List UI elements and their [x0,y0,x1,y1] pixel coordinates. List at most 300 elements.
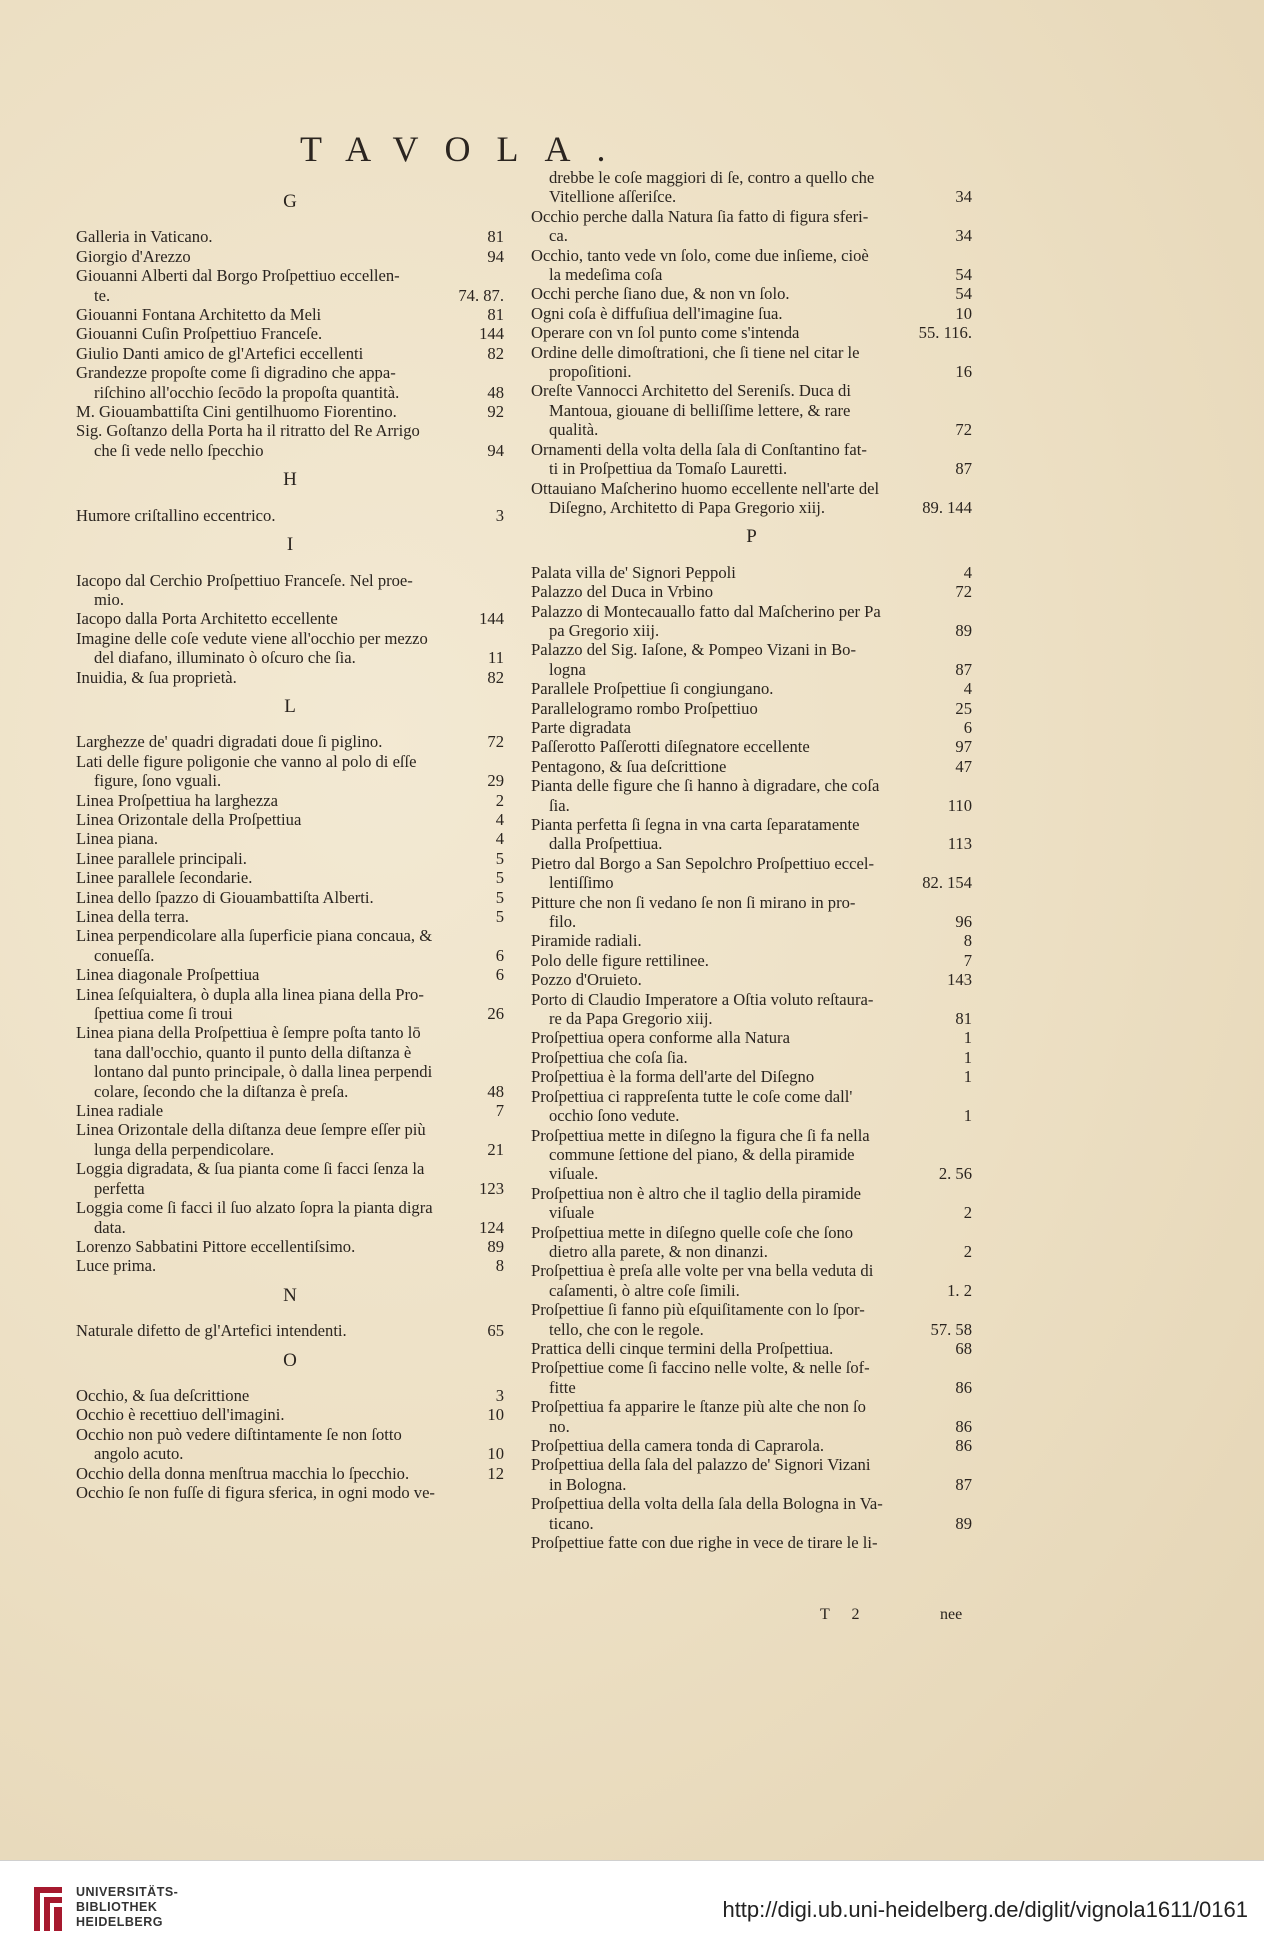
page-reference: 8 [963,931,972,951]
index-entry [76,629,504,648]
entry-text: Proſpettiue ſi fanno più eſquiſitamente con lo ſpor- [531,1300,865,1320]
index-entry [531,854,972,873]
library-name [76,1885,178,1930]
entry-text: Giouanni Alberti dal Borgo Proſpettiuo eccellen- [76,266,400,286]
entry-text: Proſpettiue come ſi faccino nelle volte, & nelle ſof- [531,1358,870,1378]
page-reference: 16 [955,362,972,382]
index-entry-continuation [76,1444,504,1463]
entry-text: ticano. [549,1513,594,1533]
entry-text: Linea Orizontale della Proſpettiua [76,809,302,829]
index-entry [76,849,504,868]
page-reference: 48 [487,1081,504,1101]
entry-text: figure, ſono vguali. [94,771,222,791]
section-letter: P [746,526,757,548]
entry-text: Proſpettiua è la forma dell'arte del Diſegno [531,1067,815,1087]
page-reference: 57. 58 [930,1319,972,1339]
index-entry [531,304,972,323]
index-entry [531,381,972,400]
entry-text: Porto di Claudio Imperatore a Oſtia voluto reſtaura- [531,989,874,1009]
entry-text: Vitellione aſſeriſce. [549,187,677,207]
entry-text: Linea ſeſquialtera, ò dupla alla linea piana della Pro- [76,984,424,1004]
entry-text: Pianta perfetta ſi ſegna in vna carta ſeparatamente [531,815,860,834]
page-reference: 4 [495,809,504,829]
page-reference: 4 [963,679,972,699]
page-title: TAVOLA. [300,129,632,169]
page-reference: 96 [955,912,972,932]
entry-text: Proſpettiua che coſa ſia. [531,1047,688,1067]
entry-text: Prattica delli cinque termini della Proſpettiua. [531,1338,834,1358]
index-entry [76,1405,504,1424]
index-entry [531,343,972,362]
page-reference: 5 [495,887,504,907]
index-entry-continuation [531,1145,972,1164]
page-reference: 5 [495,907,504,926]
index-entry-continuation [531,1417,972,1436]
entry-text: Occhi perche ſiano due, & non vn ſolo. [531,284,790,304]
entry-text: Oreſte Vannocci Architetto del Sereniſs. Duca di [531,381,851,401]
index-entry-continuation [76,1062,504,1081]
index-entry [531,1397,972,1416]
index-entry [76,344,504,363]
entry-text: fitte [549,1377,576,1397]
entry-text: Piramide radiali. [531,931,642,951]
entry-text: Paſſerotto Paſſerotti diſegnatore eccellente [531,737,810,757]
entry-text: Humore criſtallino eccentrico. [76,505,276,525]
index-entry [76,363,504,382]
index-entry [531,246,972,265]
index-entry-continuation [531,1514,972,1533]
index-entry-continuation [76,1043,504,1062]
entry-text: tello, che con le regole. [549,1319,704,1339]
page-reference: 10 [487,1444,504,1464]
index-entry [531,815,972,834]
entry-text: Giorgio d'Arezzo [76,246,191,266]
entry-text: caſamenti, ò altre coſe ſimili. [549,1280,740,1300]
index-entry-continuation [531,265,972,284]
index-entry-continuation [76,1179,504,1198]
index-entry [76,247,504,266]
entry-text: occhio ſono vedute. [549,1106,680,1126]
entry-text: Linee parallele ſecondarie. [76,868,253,888]
entry-text: Proſpettiua è preſa alle volte per vna bella veduta di [531,1261,874,1281]
index-entry [76,1256,504,1275]
index-entry [531,893,972,912]
index-entry [76,1483,504,1502]
index-entry [531,990,972,1009]
page-reference: 113 [947,834,972,854]
entry-text: Proſpettiua mette in diſegno quelle coſe che ſono [531,1222,854,1242]
page-reference: 4 [495,829,504,849]
entry-text: perfetta [94,1178,145,1198]
entry-text: Sig. Goſtanzo della Porta ha il ritratto del Re Arrigo [76,421,420,441]
index-entry [531,1494,972,1513]
page-reference: 94 [487,440,504,460]
entry-text: te. [94,285,111,305]
entry-text: Imagine delle coſe vedute viene all'occhio per mezzo [76,628,428,648]
index-entry [531,207,972,226]
index-entry [531,951,972,970]
index-column-right [531,168,972,1552]
entry-text: Loggia come ſi facci il ſuo alzato ſopra la pianta digra [76,1198,433,1218]
entry-text: ſia. [549,795,570,815]
entry-text: Loggia digradata, & ſua pianta come ſi facci ſenza la [76,1159,425,1179]
index-entry [76,324,504,343]
entry-text: Grandezze propoſte come ſi digradino che appa- [76,363,396,383]
entry-text: lunga della perpendicolare. [94,1139,275,1159]
page-reference: 86 [955,1416,972,1436]
entry-text: Linea piana della Proſpettiua è ſempre poſta tanto lō [76,1023,421,1043]
entry-text: Polo delle figure rettilinee. [531,950,709,970]
index-entry-continuation [531,362,972,381]
page-reference: 47 [955,756,972,776]
library-name-line3: HEIDELBERG [76,1915,163,1929]
index-entry [531,679,972,698]
entry-text: Ornamenti della volta della ſala di Conſtantino fat- [531,439,867,459]
entry-text: Proſpettiua della camera tonda di Caprarola. [531,1436,825,1455]
index-entry-continuation [531,459,972,478]
page-reference: 124 [479,1217,504,1237]
entry-text: Ordine delle dimoſtrationi, che ſi tiene nel citar le [531,342,860,362]
entry-text: Proſpettiua mette in diſegno la figura che ſi fa nella [531,1125,870,1145]
page-reference: 89 [487,1236,504,1256]
entry-text: viſuale. [549,1164,599,1184]
catchword: nee [940,1606,963,1623]
index-entry [531,323,972,342]
index-entry [76,1120,504,1139]
entry-text: Iacopo dalla Porta Architetto eccellente [76,609,338,629]
index-entry [531,1223,972,1242]
entry-text: Mantoua, giouane di belliſſime lettere, & rare [549,400,851,420]
page-reference: 1 [963,1106,972,1126]
entry-text: Occhio della donna menſtrua macchia lo ſpecchio. [76,1463,410,1483]
entry-text: Naturale difetto de gl'Artefici intendenti. [76,1321,347,1341]
index-entry [531,1339,972,1358]
library-name-line1: UNIVERSITÄTS- [76,1885,179,1899]
index-entry [76,1198,504,1217]
viewer-footer [0,1860,1264,1958]
entry-text: Linee parallele principali. [76,848,247,868]
entry-text: Lati delle figure poligonie che vanno al polo di eſſe [76,751,417,771]
page-reference: 87 [955,659,972,679]
page-reference: 6 [495,965,504,985]
index-entry [531,440,972,459]
page-reference: 89. 144 [922,497,972,517]
entry-text: Linea piana. [76,829,159,849]
entry-text: no. [549,1416,570,1436]
index-entry [76,868,504,887]
index-entry [531,1358,972,1377]
index-entry-continuation [76,286,504,305]
index-entry [76,1425,504,1444]
index-entry-continuation [76,383,504,402]
index-entry-continuation [531,912,972,931]
entry-text: pa Gregorio xiij. [549,620,660,640]
index-entry-continuation [531,1164,972,1183]
index-entry-continuation [531,796,972,815]
page-reference: 72 [955,582,972,602]
page-reference: 54 [955,284,972,304]
index-entry-continuation [531,168,972,187]
section-letter: H [283,469,297,491]
entry-text: angolo acuto. [94,1444,184,1464]
section-letter: N [283,1284,297,1306]
index-entry-continuation [531,834,972,853]
entry-text: Giulio Danti amico de gl'Artefici eccellenti [76,343,364,363]
index-entry-continuation [531,498,972,517]
entry-text: Inuidia, & ſua proprietà. [76,667,237,687]
index-entry [76,888,504,907]
entry-text: re da Papa Gregorio xiij. [549,1009,713,1029]
index-entry-continuation [531,420,972,439]
entry-text: Linea dello ſpazzo di Giouambattiſta Alberti. [76,887,374,907]
index-entry [531,1436,972,1455]
page-reference: 82 [487,667,504,687]
page-reference: 5 [495,848,504,868]
page-reference: 68 [955,1338,972,1358]
entry-text: Luce prima. [76,1256,157,1276]
page-reference: 54 [955,265,972,285]
entry-text: ſpettiua come ſi troui [94,1004,233,1024]
page-reference: 34 [955,226,972,246]
page-reference: 2. 56 [938,1164,972,1184]
index-entry-continuation [531,226,972,245]
entry-text: Pietro dal Borgo a San Sepolchro Proſpettiuo eccel- [531,853,875,873]
index-entry-continuation [531,1475,972,1494]
page-reference: 10 [487,1405,504,1425]
index-entry [76,506,504,525]
entry-text: che ſi vede nello ſpecchio [94,440,264,460]
page-reference: 86 [955,1377,972,1397]
page-reference: 2 [963,1241,972,1261]
index-entry [531,602,972,621]
index-entry [76,266,504,285]
entry-text: Giouanni Fontana Architetto da Meli [76,305,322,325]
index-entry [76,1464,504,1483]
entry-text: Larghezze de' quadri digradati doue ſi piglino. [76,732,383,752]
index-entry [531,582,972,601]
page-reference: 21 [487,1139,504,1159]
page-reference: 97 [955,737,972,757]
page-reference: 3 [495,505,504,525]
page-reference: 82 [487,343,504,363]
page-reference: 86 [955,1436,972,1455]
entry-text: colare, ſecondo che la diſtanza è preſa. [94,1081,349,1101]
index-entry-continuation [76,1004,504,1023]
entry-text: filo. [549,912,577,932]
entry-text: Linea della terra. [76,907,189,926]
entry-text: Proſpettiua della volta della ſala della Bologna in Va- [531,1494,883,1514]
entry-text: Proſpettiua della ſala del palazzo de' Signori Vizani [531,1455,871,1475]
entry-text: in Bologna. [549,1474,627,1494]
page-reference: 143 [947,970,972,990]
page-reference: 89 [955,1513,972,1533]
entry-text: Proſpettiue fatte con due righe in vece de tirare le li- [531,1533,878,1553]
index-entry-continuation [76,590,504,609]
entry-text: conueſſa. [94,945,155,965]
page-reference: 87 [955,1474,972,1494]
entry-text: Palata villa de' Signori Peppoli [531,562,736,582]
index-entry [531,737,972,756]
index-entry-continuation [76,1082,504,1101]
index-entry [531,640,972,659]
page-reference: 81 [487,305,504,325]
page-reference: 72 [487,732,504,752]
index-entry [76,305,504,324]
entry-text: dietro alla parete, & non dinanzi. [549,1241,768,1261]
page-reference: 34 [955,187,972,207]
index-entry [531,1048,972,1067]
page-reference: 26 [487,1004,504,1024]
entry-text: la medeſima coſa [549,265,663,285]
entry-text: propoſitioni. [549,362,632,382]
index-entry-continuation [76,441,504,460]
entry-text: viſuale [549,1203,595,1223]
index-entry [531,1028,972,1047]
index-entry [531,699,972,718]
page-reference: 1 [963,1047,972,1067]
index-entry [76,985,504,1004]
entry-text: dalla Proſpettiua. [549,834,663,854]
entry-text: Linea Orizontale della diſtanza deue ſempre eſſer più [76,1120,426,1140]
index-entry-continuation [531,1378,972,1397]
index-entry-continuation [531,1009,972,1028]
page-reference: 81 [487,227,504,247]
page-reference: 25 [955,698,972,718]
index-entry-continuation [76,1140,504,1159]
section-letter: L [284,695,296,717]
index-entry-continuation [531,1281,972,1300]
page-reference: 81 [955,1009,972,1029]
entry-text: lentiſſimo [549,873,614,893]
entry-text: Linea Proſpettiua ha larghezza [76,790,278,810]
page-reference: 7 [963,950,972,970]
page-reference: 29 [487,771,504,791]
page-reference: 3 [495,1385,504,1405]
entry-text: tana dall'occhio, quanto il punto della diſtanza è [94,1042,412,1062]
entry-text: Palazzo di Montecauallo fatto dal Maſcherino per Pa [531,601,881,621]
index-entry [531,1087,972,1106]
page-reference: 72 [955,420,972,440]
section-letter: O [283,1349,297,1371]
page-reference: 55. 116. [918,323,972,343]
page-reference: 144 [479,609,504,629]
index-entry [531,718,972,737]
entry-text: ca. [549,226,568,246]
index-entry [531,931,972,950]
entry-text: M. Giouambattiſta Cini gentilhuomo Fiorentino. [76,402,397,422]
entry-text: logna [549,659,586,679]
entry-text: riſchino all'occhio ſecōdo la propoſta quantità. [94,382,400,402]
index-entry [531,970,972,989]
page-reference: 89 [955,620,972,640]
index-entry [76,668,504,687]
entry-text: Pitture che non ſi vedano ſe non ſi mirano in pro- [531,892,856,912]
index-entry [76,907,504,926]
entry-text: Occhio, & ſua deſcrittione [76,1385,250,1405]
entry-text: drebbe le coſe maggiori di ſe, contro a quello che [549,168,875,187]
entry-text: Occhio perche dalla Natura ſia fatto di figura sferi- [531,206,869,226]
page-reference: 10 [955,303,972,323]
index-entry [76,571,504,590]
index-entry [76,1159,504,1178]
entry-text: Operare con vn ſol punto come s'intenda [531,323,800,343]
page-reference: 110 [947,795,972,815]
signature-mark: T 2 [820,1606,860,1623]
entry-text: Linea radiale [76,1101,164,1121]
entry-text: Galleria in Vaticano. [76,227,213,247]
page-reference: 1 [963,1028,972,1048]
page-reference: 6 [963,717,972,737]
index-entry [76,1237,504,1256]
entry-text: Parte digradata [531,717,631,737]
page-reference: 48 [487,382,504,402]
permalink-url[interactable]: http://digi.ub.uni-heidelberg.de/diglit/vignola1611/0161 [722,1897,1248,1922]
index-entry [76,1321,504,1340]
index-entry-continuation [76,648,504,667]
section-letter: I [286,534,294,556]
index-entry-continuation [76,1218,504,1237]
entry-text: Ogni coſa è diffuſiua dell'imagine ſua. [531,303,783,323]
index-entry-continuation [531,660,972,679]
page-reference: 4 [963,562,972,582]
entry-text: Proſpettiua opera conforme alla Natura [531,1028,790,1048]
index-entry [76,810,504,829]
entry-text: Lorenzo Sabbatini Pittore eccellentiſsimo. [76,1236,356,1256]
index-entry-continuation [531,187,972,206]
index-entry [531,1533,972,1552]
entry-text: mio. [94,589,124,609]
page-reference: 7 [495,1101,504,1121]
page-reference: 2 [495,790,504,810]
index-entry [531,1067,972,1086]
index-entry-continuation [531,401,972,420]
page-reference: 2 [963,1203,972,1223]
index-entry [76,1101,504,1120]
index-entry-continuation [531,1106,972,1125]
index-entry [531,1300,972,1319]
index-entry [531,757,972,776]
page-reference: 94 [487,246,504,266]
index-entry [76,402,504,421]
entry-text: Parallelogramo rombo Proſpettiuo [531,698,758,718]
index-entry-continuation [531,1320,972,1339]
entry-text: Palazzo del Sig. Iaſone, & Pompeo Vizani in Bo- [531,640,856,660]
entry-text: commune ſettione del piano, & della piramide [549,1144,855,1164]
entry-text: ti in Proſpettiua da Tomaſo Lauretti. [549,459,788,479]
index-entry [531,479,972,498]
index-entry [531,1184,972,1203]
entry-text: Linea perpendicolare alla ſuperficie piana concaua, & [76,926,433,946]
page-reference: 123 [479,1178,504,1198]
page-reference: 12 [487,1463,504,1483]
entry-text: Iacopo dal Cerchio Proſpettiuo Franceſe. Nel proe- [76,570,413,590]
index-entry [76,421,504,440]
entry-text: Pianta delle figure che ſi hanno à digradare, che coſa [531,776,880,796]
entry-text: data. [94,1217,126,1237]
entry-text: Proſpettiua non è altro che il taglio della piramide [531,1183,861,1203]
index-entry-continuation [531,1242,972,1261]
index-entry [76,732,504,751]
index-entry [76,752,504,771]
index-entry [76,829,504,848]
entry-text: Occhio, tanto vede vn ſolo, come due inſieme, cioè [531,245,869,265]
entry-text: Pozzo d'Oruieto. [531,970,642,990]
index-entry-continuation [76,946,504,965]
page-reference: 1. 2 [947,1280,972,1300]
page-reference: 6 [495,945,504,965]
index-entry [531,563,972,582]
index-entry [76,227,504,246]
